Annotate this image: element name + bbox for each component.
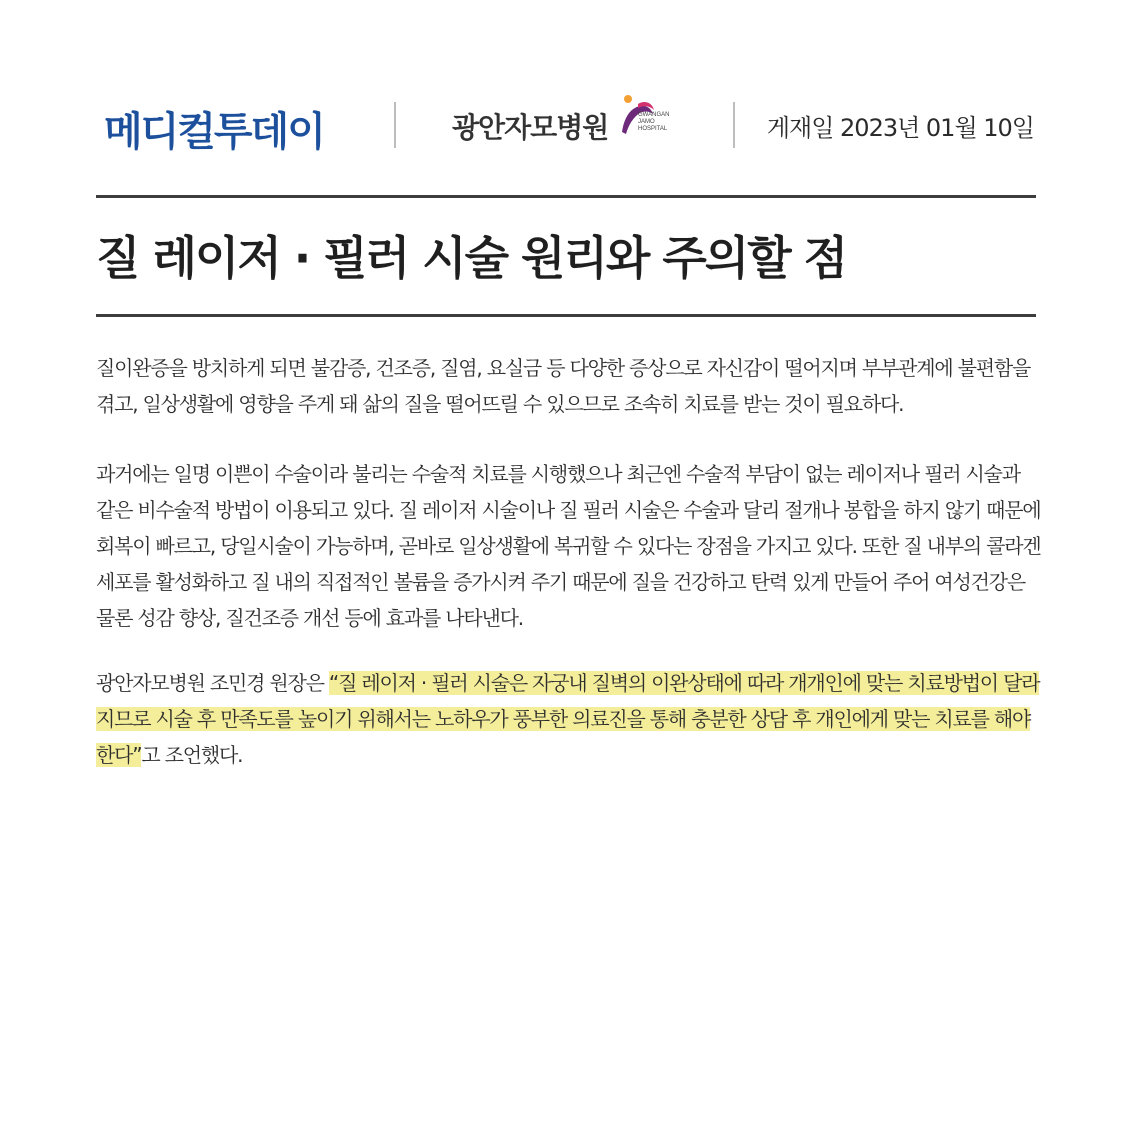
article-paragraph: 과거에는 일명 이쁜이 수술이라 불리는 수술적 치료를 시행했으나 최근엔 수술적 부담이 없는 레이저나 필러 시술과 같은 비수술적 방법이 이용되고 있다. 질 레이저 시술이나 질 필러 시술은 수술과 달리 절개나 봉합을 하지 않기 때문에 회복이 빠르고, 당일시술이 가능하며, 곧바로 일상생활에 복귀할 수 있다는 장점을 가지고 있다. 또한 질 내부의 콜라겐 세포를 활성화하고 질 내의 직접적인 볼륨을 증가시켜 주기 때문에 질을 건강하고 탄력 있게 만들어 주어 여성건강은 물론 성감 향상, 질건조증 개선 등에 효과를 나타낸다. xyxy=(96,462,1041,630)
article-paragraph-quote xyxy=(96,665,1042,773)
article-header xyxy=(96,86,1040,162)
publish-date: 게재일 2023년 01월 10일 xyxy=(766,114,1034,142)
article-title: 질 레이저 · 필러 시술 원리와 주의할 점 xyxy=(96,231,847,285)
header-divider xyxy=(733,102,735,148)
highlighted-quote: “질 레이저 · 필러 시술은 자궁내 질벽의 이완상태에 따라 개개인에 맞는 치료방법이 달라지므로 시술 후 만족도를 높이기 위해서는 노하우가 풍부한 의료진을 통해 충분한 상담 후 개인에게 맞는 치료를 해야 한다” xyxy=(96,671,1040,767)
title-rule-top xyxy=(96,195,1036,198)
media-logo: 메디컬투데이 xyxy=(104,109,324,155)
title-rule-bottom xyxy=(96,314,1036,317)
header-divider xyxy=(394,102,396,148)
hospital-name: 광안자모병원 xyxy=(452,111,609,144)
quote-tail: 고 조언했다. xyxy=(141,743,243,767)
hospital-logo xyxy=(452,92,702,156)
quote-lead: 광안자모병원 조민경 원장은 xyxy=(96,671,329,695)
article-paragraph: 질이완증을 방치하게 되면 불감증, 건조증, 질염, 요실금 등 다양한 증상으로 자신감이 떨어지며 부부관계에 불편함을 겪고, 일상생활에 영향을 주게 돼 삶의 질을 떨어뜨릴 수 있으므로 조속히 치료를 받는 것이 필요하다. xyxy=(96,356,1031,416)
hospital-english-name: GWANGAN JAMO HOSPITAL xyxy=(638,112,670,132)
